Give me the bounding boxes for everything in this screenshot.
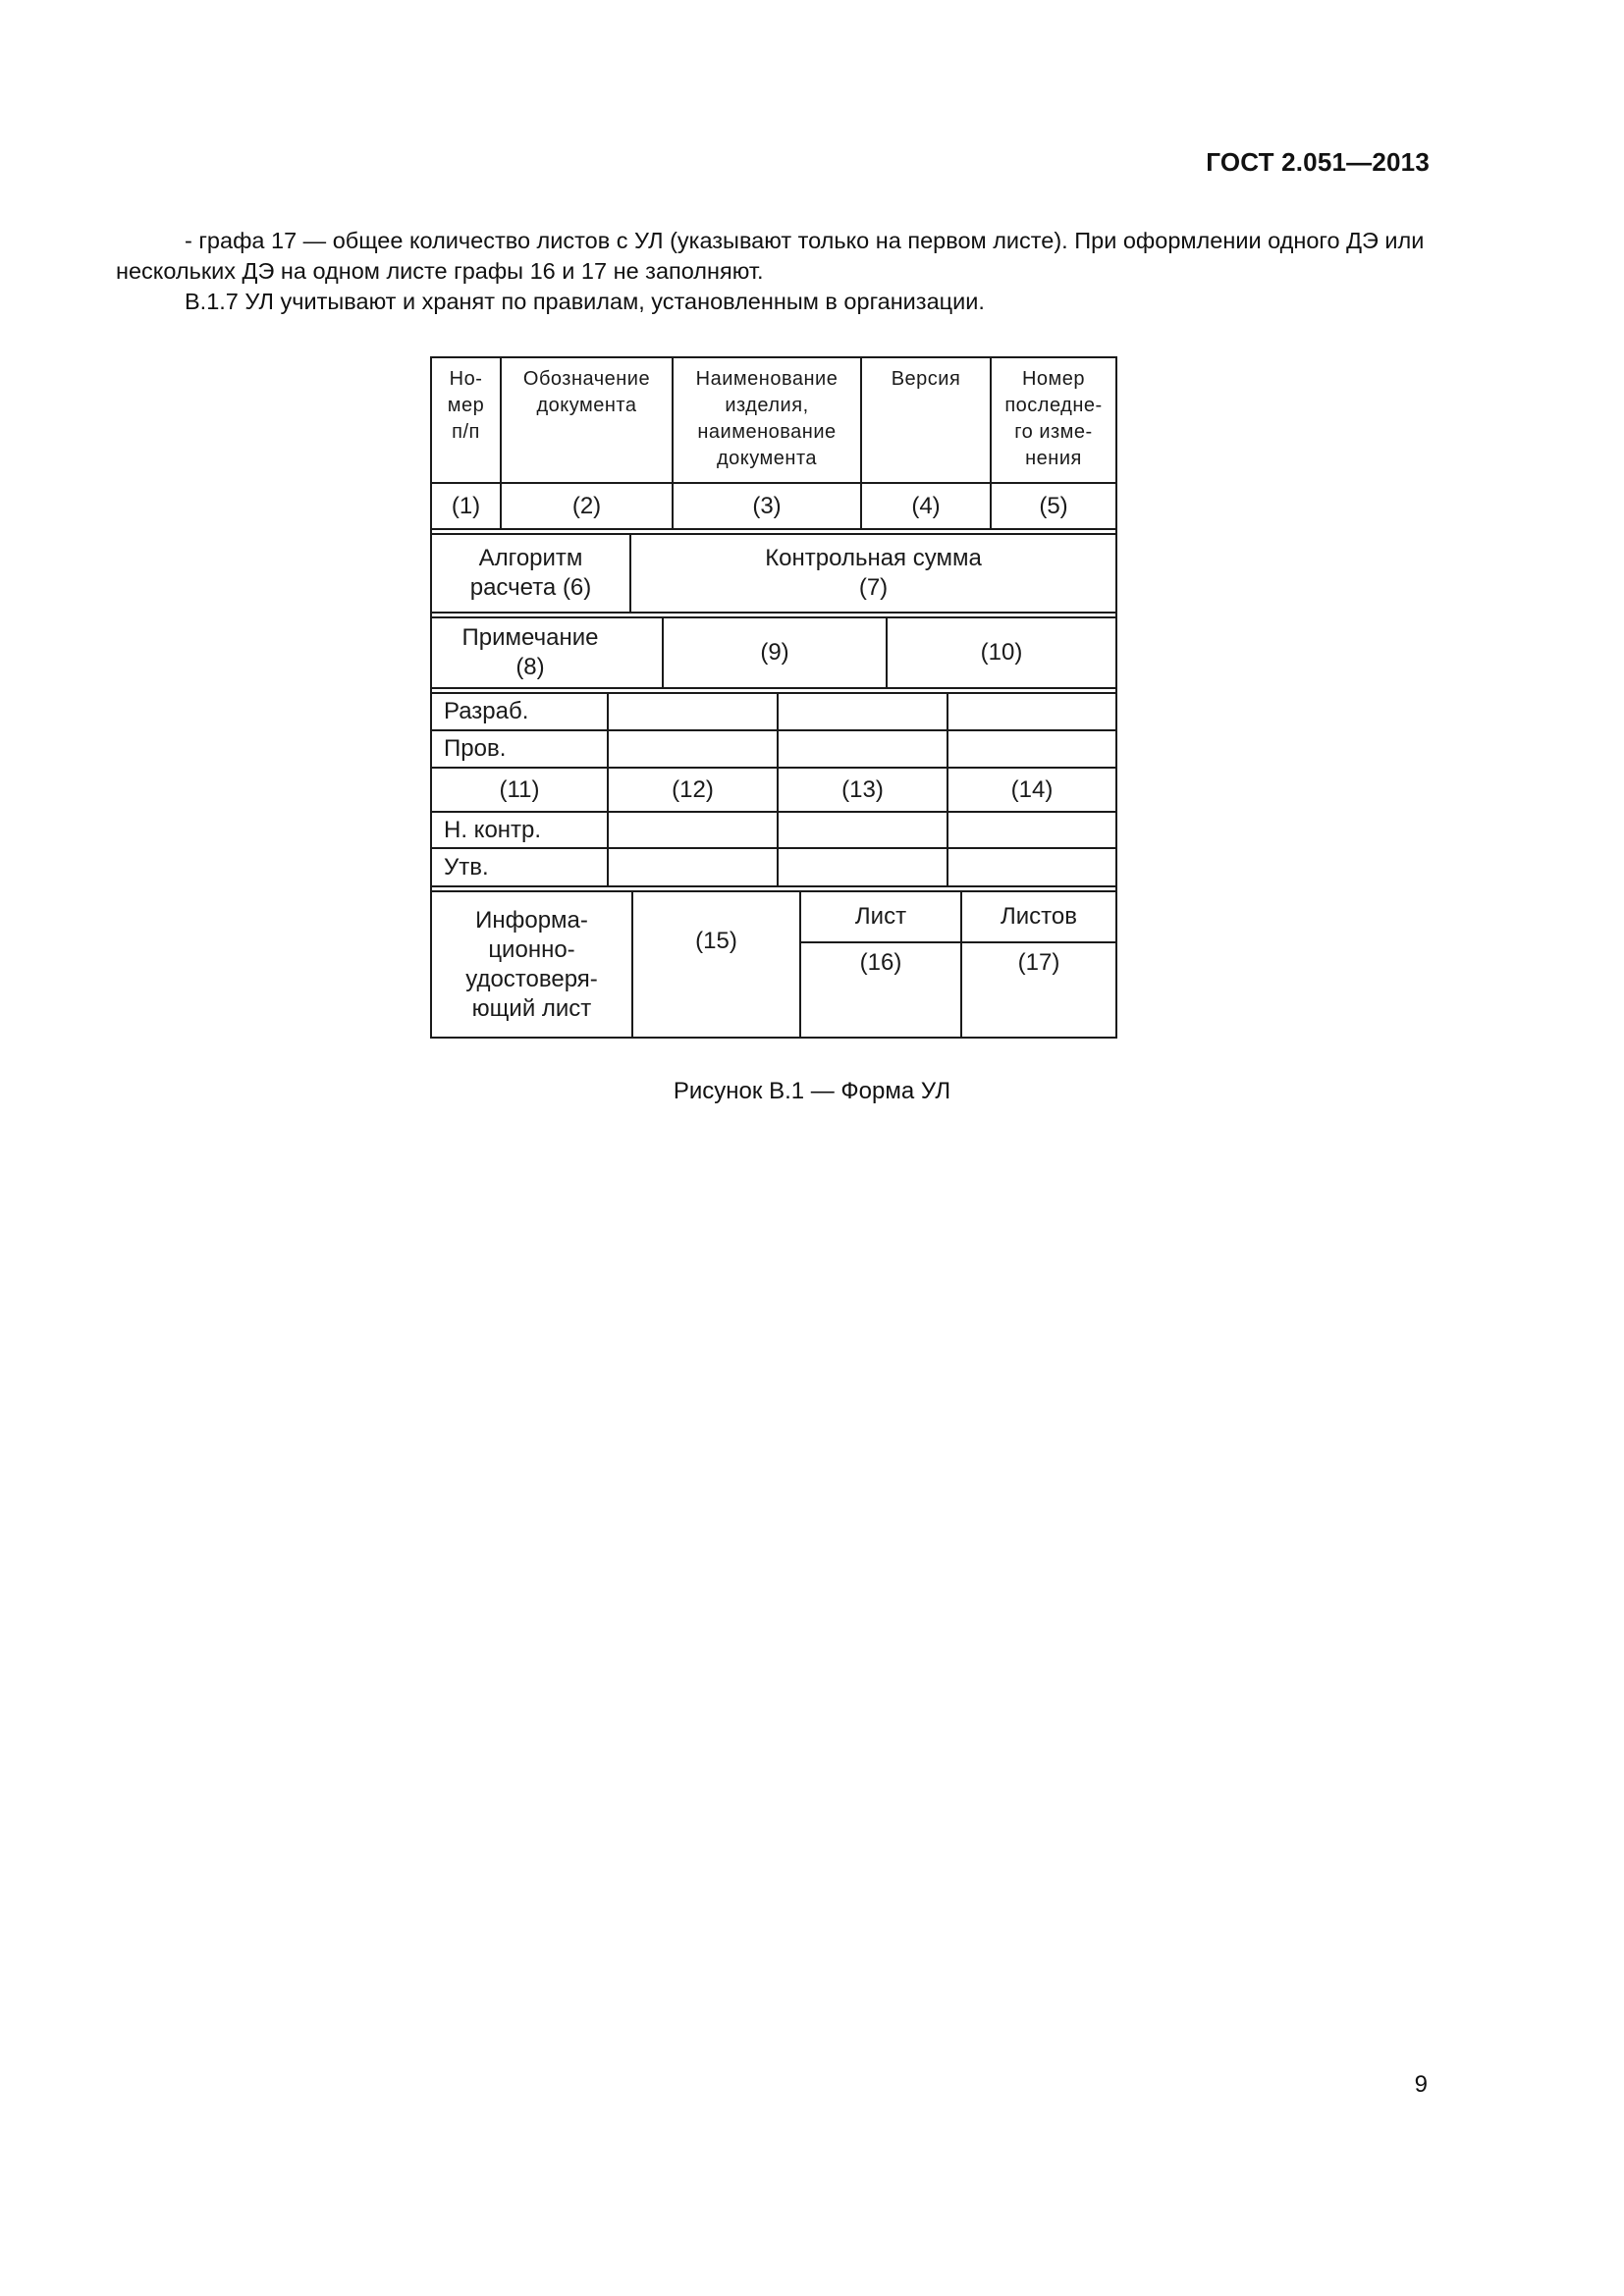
col-number-2: (2) <box>571 492 602 519</box>
col-header-designation: Обозначение документа <box>522 368 651 416</box>
field-15: (15) <box>695 928 737 954</box>
sign-number-13: (13) <box>841 775 884 803</box>
col-number-4: (4) <box>911 492 941 519</box>
ul-form <box>430 356 1117 1039</box>
sign-number-12: (12) <box>672 775 714 803</box>
col-number-1: (1) <box>451 492 481 519</box>
note-field: Примечание (8) <box>461 624 599 680</box>
col-header-version: Версия <box>891 368 961 390</box>
page-number: 9 <box>1414 2071 1428 2098</box>
field-17: (17) <box>1017 949 1060 976</box>
col-header-name: Наименование изделия, наименование документа <box>695 368 839 469</box>
paragraph-b-1-7: В.1.7 УЛ учитывают и хранят по правилам, установленным в организации. <box>185 289 985 314</box>
field-16: (16) <box>859 949 902 976</box>
col-header-number: Но- мер п/п <box>447 368 485 443</box>
sign-label-developed: Разраб. <box>444 698 529 724</box>
field-9: (9) <box>760 639 789 666</box>
sign-label-norm-control: Н. контр. <box>444 816 542 843</box>
col-number-3: (3) <box>752 492 782 519</box>
sign-label-approved: Утв. <box>444 853 489 881</box>
figure-caption: Рисунок В.1 — Форма УЛ <box>673 1078 951 1104</box>
sign-number-11: (11) <box>499 775 540 803</box>
sign-label-checked: Пров. <box>444 735 507 762</box>
paragraph-graph-17: - графа 17 — общее количество листов с УЛ (указывают только на первом листе). При оформлении одного ДЭ или нескольких ДЭ на одном листе графы 16 и 17 не заполняют. <box>116 228 1425 284</box>
sheets-label: Листов <box>1001 903 1077 930</box>
info-sheet-label: Информа- ционно- удостоверя- ющий лист <box>465 906 598 1022</box>
sign-number-14: (14) <box>1010 775 1054 803</box>
col-number-5: (5) <box>1039 492 1068 519</box>
algorithm-field: Алгоритм расчета (6) <box>469 545 592 601</box>
field-10: (10) <box>980 639 1023 666</box>
sheet-label: Лист <box>854 903 907 930</box>
col-header-change-number: Номер последне- го изме- нения <box>1004 368 1103 469</box>
checksum-field: Контрольная сумма (7) <box>765 545 982 601</box>
header-code: ГОСТ 2.051—2013 <box>1206 147 1430 177</box>
